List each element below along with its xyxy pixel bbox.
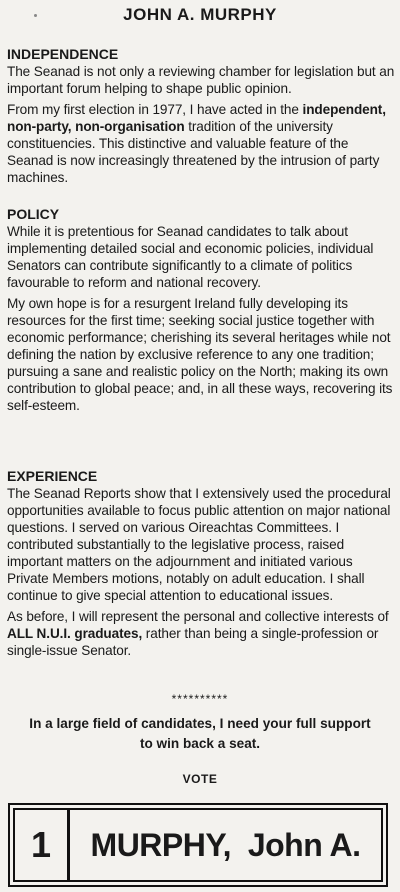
support-appeal (0, 714, 400, 754)
ballot-inner-frame (13, 808, 383, 882)
independence-heading: INDEPENDENCE (7, 46, 119, 62)
vote-label: VOTE (182, 772, 218, 786)
experience-p2-start: As before, I will represent the personal and collective interests of (7, 609, 389, 624)
candidate-title: JOHN A. MURPHY (123, 5, 277, 24)
experience-paragraph-2 (7, 608, 395, 659)
experience-section (7, 468, 395, 663)
appeal-line-1: In a large field of candidates, I need your full support (29, 716, 371, 731)
ballot-preference-number: 1 (15, 810, 70, 880)
appeal-line-2: to win back a seat. (139, 736, 261, 751)
policy-section (7, 206, 395, 418)
ballot-box (8, 803, 388, 887)
experience-p2-end: rather than being a single-profession or single-issue Senator. (7, 626, 379, 658)
separator-stars: ********** (171, 692, 229, 706)
policy-paragraph-1: While it is pretentious for Seanad candidates to talk about implementing detailed social and economic policies, individual Senators can contribute significantly to a climate of politics favourable to reform and national recovery. (7, 224, 374, 290)
independence-section (7, 46, 395, 190)
experience-heading: EXPERIENCE (7, 468, 98, 484)
independence-p2-bold: independent, non-party, non-organisation (7, 102, 386, 134)
policy-paragraph-2: My own hope is for a resurgent Ireland fully developing its resources for the first time; seeking social justice together with economic performance; cherishing its several heritages while not defining the nation by exclusive reference to any one tradition; pursuing a sane and realistic policy on the North; making its own contribution to global peace; and, in all these ways, recovering its self-esteem. (7, 296, 393, 413)
policy-heading: POLICY (7, 206, 60, 222)
experience-paragraph-1: The Seanad Reports show that I extensively used the procedural opportunities available to focus public attention on major national questions. I served on various Oireachtas Committees. I contributed substantially to the legislative process, raised important matters on the adjournment and initiated various Private Members motions, notably on adult education. I shall continue to give special attention to educational issues. (7, 486, 391, 603)
experience-p2-bold: ALL N.U.I. graduates, (7, 626, 143, 641)
independence-paragraph-2 (7, 101, 395, 186)
independence-paragraph-1: The Seanad is not only a reviewing chamber for legislation but an important forum helping to shape public opinion. (7, 64, 395, 96)
independence-p2-start: From my first election in 1977, I have acted in the (7, 102, 303, 117)
ballot-candidate-name: MURPHY, John A. (90, 826, 361, 863)
independence-p2-end: tradition of the university constituencies. This distinctive and valuable feature of the Seanad is now increasingly threatened by the intrusion of party machines. (7, 119, 380, 185)
